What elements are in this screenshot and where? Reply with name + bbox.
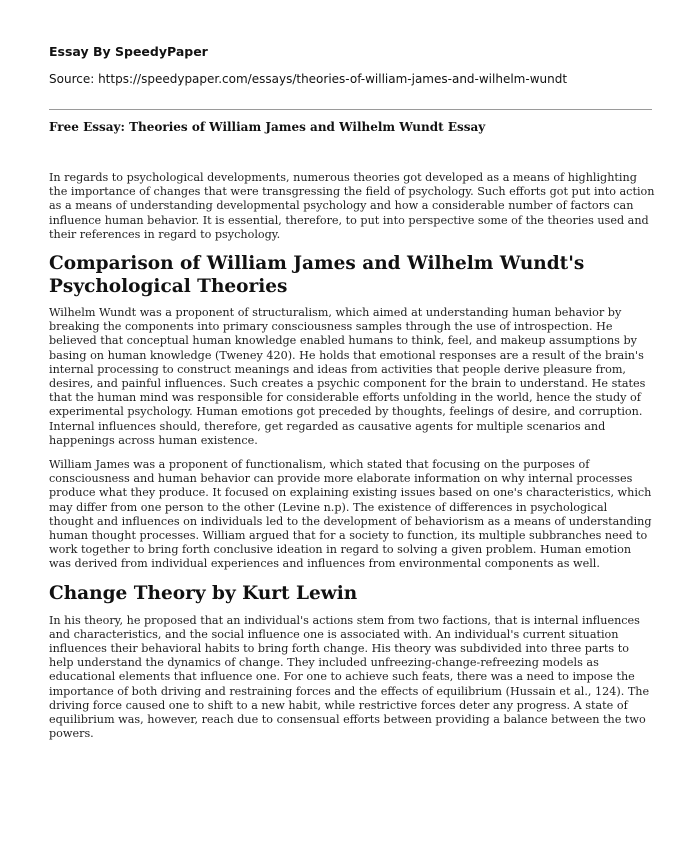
header-divider — [49, 109, 652, 110]
essay-title: Free Essay: Theories of William James and Wilhelm Wundt Essay — [49, 120, 486, 134]
essay-body — [49, 171, 655, 752]
section-heading-change-theory: Change Theory by Kurt Lewin — [49, 582, 358, 604]
paragraph-james: William James was a proponent of functionalism, which stated that focusing on the purposes of consciousness and human behavior can provide more elaborate information on why internal processes produce what they produce. It focused on explaining existing issues based on one's characteristics, which may differ from one person to the other (Levine n.p). The existence of differences in psychological thought and influences on individuals led to the development of behaviorism as a means of understanding human thought processes. William argued that for a society to function, its multiple subbranches need to work together to bring forth conclusive ideation in regard to solving a given problem. Human emotion was derived from individual experiences and influences from environmental components as well. — [49, 458, 652, 571]
paragraph-lewin: In his theory, he proposed that an individual's actions stem from two factions, that is internal influences and characteristics, and the social influence one is associated with. An individual's current situation influences their behavioral habits to bring forth change. His theory was subdivided into three parts to help understand the dynamics of change. They included unfreezing-change-refreezing models as educational elements that influence one. For one to achieve such feats, there was a need to impose the importance of both driving and restraining forces and the effects of equilibrium (Hussain et al., 124). The driving force caused one to shift to a new habit, while restrictive forces deter any progress. A state of equilibrium was, however, reach due to consensual efforts between providing a balance between the two powers. — [49, 613, 650, 741]
intro-paragraph: In regards to psychological developments, numerous theories got developed as a means of highlighting the importance of changes that were transgressing the field of psychology. Such efforts got put into action as a means of understanding developmental psychology and how a considerable number of factors can influence human behavior. It is essential, therefore, to put into perspective some of the theories used and their references in regard to psychology. — [49, 171, 655, 241]
paragraph-wundt: Wilhelm Wundt was a proponent of structuralism, which aimed at understanding human behavior by breaking the components into primary consciousness samples through the use of introspection. He believed that conceptual human knowledge enabled humans to think, feel, and makeup assumptions by basing on human knowledge (Tweney 420). He holds that emotional responses are a result of the brain's internal processing to construct meanings and ideas from activities that people derive pleasure from, desires, and painful influences. Such creates a psychic component for the brain to understand. He states that the human mind was responsible for considerable efforts unfolding in the world, hence the study of experimental psychology. Human emotions got preceded by thoughts, feelings of desire, and corruption. Internal influences should, therefore, get regarded as causative agents for multiple scenarios and happenings across human existence. — [49, 306, 646, 447]
brand-title: Essay By SpeedyPaper — [49, 44, 208, 59]
source-line: Source: https://speedypaper.com/essays/theories-of-william-james-and-wilhelm-wundt — [49, 72, 568, 86]
section-heading-comparison: Comparison of William James and Wilhelm Wundt's Psychological Theories — [49, 253, 585, 298]
